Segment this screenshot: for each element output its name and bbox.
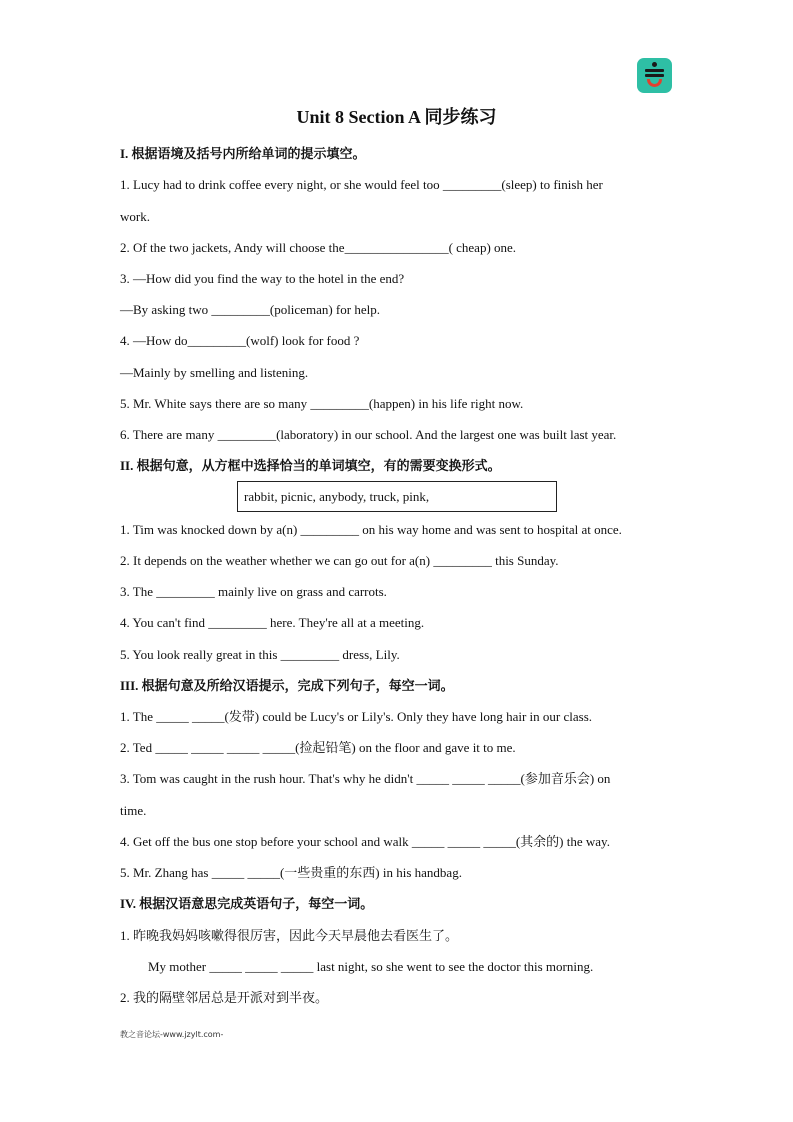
exercise-line: —Mainly by smelling and listening. <box>120 365 309 380</box>
section-1-heading: I. 根据语境及括号内所给单词的提示填空。 <box>120 146 366 161</box>
exercise-line: 1. Lucy had to drink coffee every night, or she would feel too _________(sleep) to finish her <box>120 177 603 192</box>
exercise-line: time. <box>120 803 147 818</box>
exercise-line: 4. —How do_________(wolf) look for food ? <box>120 333 360 348</box>
exercise-line: 2. It depends on the weather whether we can go out for a(n) _________ this Sunday. <box>120 553 559 568</box>
exercise-line: 6. There are many _________(laboratory) in our school. And the largest one was built last year. <box>120 427 617 442</box>
exercise-line: 5. Mr. Zhang has _____ _____(一些贵重的东西) in his handbag. <box>120 865 462 880</box>
exercise-line: —By asking two _________(policeman) for help. <box>120 302 380 317</box>
exercise-line: 2. 我的隔壁邻居总是开派对到半夜。 <box>120 990 329 1005</box>
section-3-heading: III. 根据句意及所给汉语提示，完成下列句子，每空一词。 <box>120 678 454 693</box>
exercise-line: 1. Tim was knocked down by a(n) _________ on his way home and was sent to hospital at once. <box>120 522 622 537</box>
footer-source: 教之音论坛-www.jzylt.com- <box>120 1030 224 1039</box>
exercise-line: 3. Tom was caught in the rush hour. That's why he didn't _____ _____ _____(参加音乐会) on <box>120 771 611 786</box>
exercise-line: 4. Get off the bus one stop before your school and walk _____ _____ _____(其余的) the way. <box>120 834 610 849</box>
exercise-line: 1. 昨晚我妈妈咳嗽得很厉害，因此今天早晨他去看医生了。 <box>120 928 459 943</box>
logo-bar <box>645 69 664 72</box>
exercise-line: My mother _____ _____ _____ last night, so she went to see the doctor this morning. <box>148 959 594 974</box>
logo-bar <box>645 74 664 77</box>
section-2-heading: II. 根据句意，从方框中选择恰当的单词填空，有的需要变换形式。 <box>120 458 501 473</box>
exercise-line: 2. Ted _____ _____ _____ _____(捡起铅笔) on the floor and gave it to me. <box>120 740 516 755</box>
exercise-line: 5. Mr. White says there are so many _________(happen) in his life right now. <box>120 396 524 411</box>
exercise-line: 3. —How did you find the way to the hotel in the end? <box>120 271 405 286</box>
exercise-line: 1. The _____ _____(发带) could be Lucy's or Lily's. Only they have long hair in our class. <box>120 709 592 724</box>
page-title: Unit 8 Section A 同步练习 <box>296 107 497 127</box>
jzyt-logo-icon <box>637 58 672 93</box>
exercise-line: work. <box>120 209 150 224</box>
exercise-line: 4. You can't find _________ here. They're all at a meeting. <box>120 615 425 630</box>
exercise-line: 3. The _________ mainly live on grass and carrots. <box>120 584 387 599</box>
logo-dot <box>652 62 657 67</box>
logo-smile <box>647 79 662 87</box>
exercise-line: 5. You look really great in this _________ dress, Lily. <box>120 647 400 662</box>
word-box: rabbit, picnic, anybody, truck, pink, <box>237 481 557 512</box>
section-4-heading: IV. 根据汉语意思完成英语句子，每空一词。 <box>120 896 374 911</box>
exercise-line: 2. Of the two jackets, Andy will choose the________________( cheap) one. <box>120 240 517 255</box>
